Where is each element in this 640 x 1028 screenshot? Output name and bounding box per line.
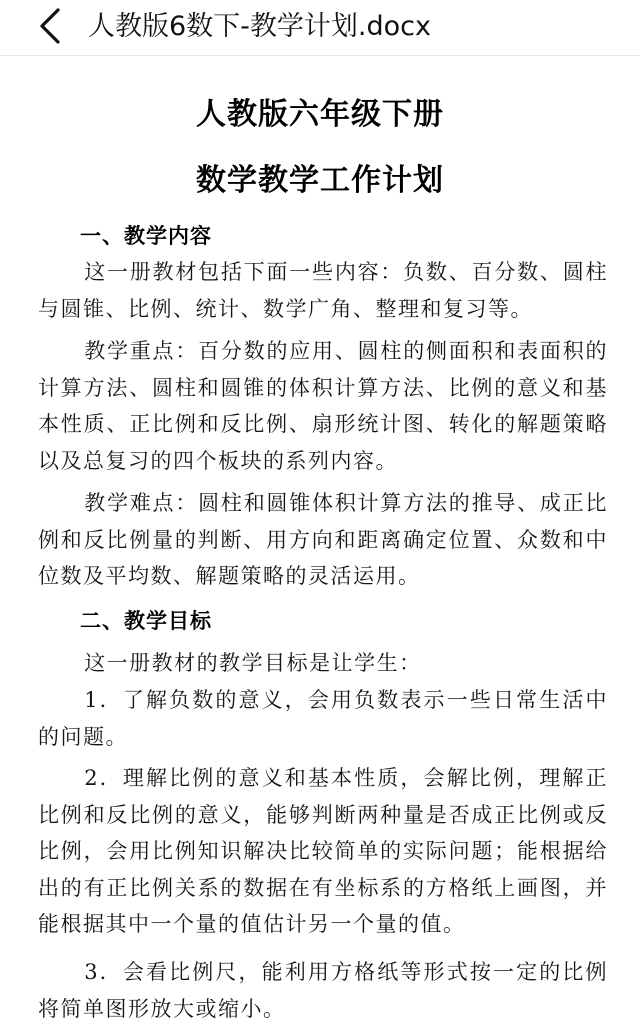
top-bar xyxy=(0,0,640,56)
paragraph-difficult-points: 教学难点：圆柱和圆锥体积计算方法的推导、成正比例和反比例量的判断、用方向和距离确定位置、众数和中位数及平均数、解题策略的灵活运用。 xyxy=(38,491,608,588)
section-heading-teaching-goals: 二、教学目标 xyxy=(80,609,212,633)
paragraph-content-overview: 这一册教材包括下面一些内容：负数、百分数、圆柱与圆锥、比例、统计、数学广角、整理和复习等。 xyxy=(38,260,608,321)
paragraph-key-points: 教学重点：百分数的应用、圆柱的侧面积和表面积的计算方法、圆柱和圆锥的体积计算方法、比例的意义和基本性质、正比例和反比例、扇形统计图、转化的解题策略以及总复习的四个板块的系列内容。 xyxy=(38,339,608,473)
page-title-line-2: 数学教学工作计划 xyxy=(196,163,444,198)
back-button[interactable] xyxy=(30,5,76,51)
list-item-goal-3: 3．会看比例尺，能利用方格纸等形式按一定的比例将简单图形放大或缩小。 xyxy=(38,960,608,1021)
list-item-goal-1: 1．了解负数的意义，会用负数表示一些日常生活中的问题。 xyxy=(38,688,608,749)
document-title: 人教版6数下-教学计划.docx xyxy=(88,11,431,42)
chevron-left-icon xyxy=(30,5,76,51)
list-item-goal-2: 2．理解比例的意义和基本性质，会解比例，理解正比例和反比例的意义，能够判断两种量是否成正比例或反比例，会用比例知识解决比较简单的实际问题；能根据给出的有正比例关系的数据在有坐标系的方格纸上画图，并能根据其中一个量的值估计另一个量的值。 xyxy=(38,766,608,936)
document-viewer[interactable] xyxy=(0,57,640,1028)
page-title-line-1: 人教版六年级下册 xyxy=(196,97,444,132)
paragraph-goals-intro: 这一册教材的教学目标是让学生： xyxy=(84,651,422,675)
section-heading-teaching-content: 一、教学内容 xyxy=(80,224,212,248)
